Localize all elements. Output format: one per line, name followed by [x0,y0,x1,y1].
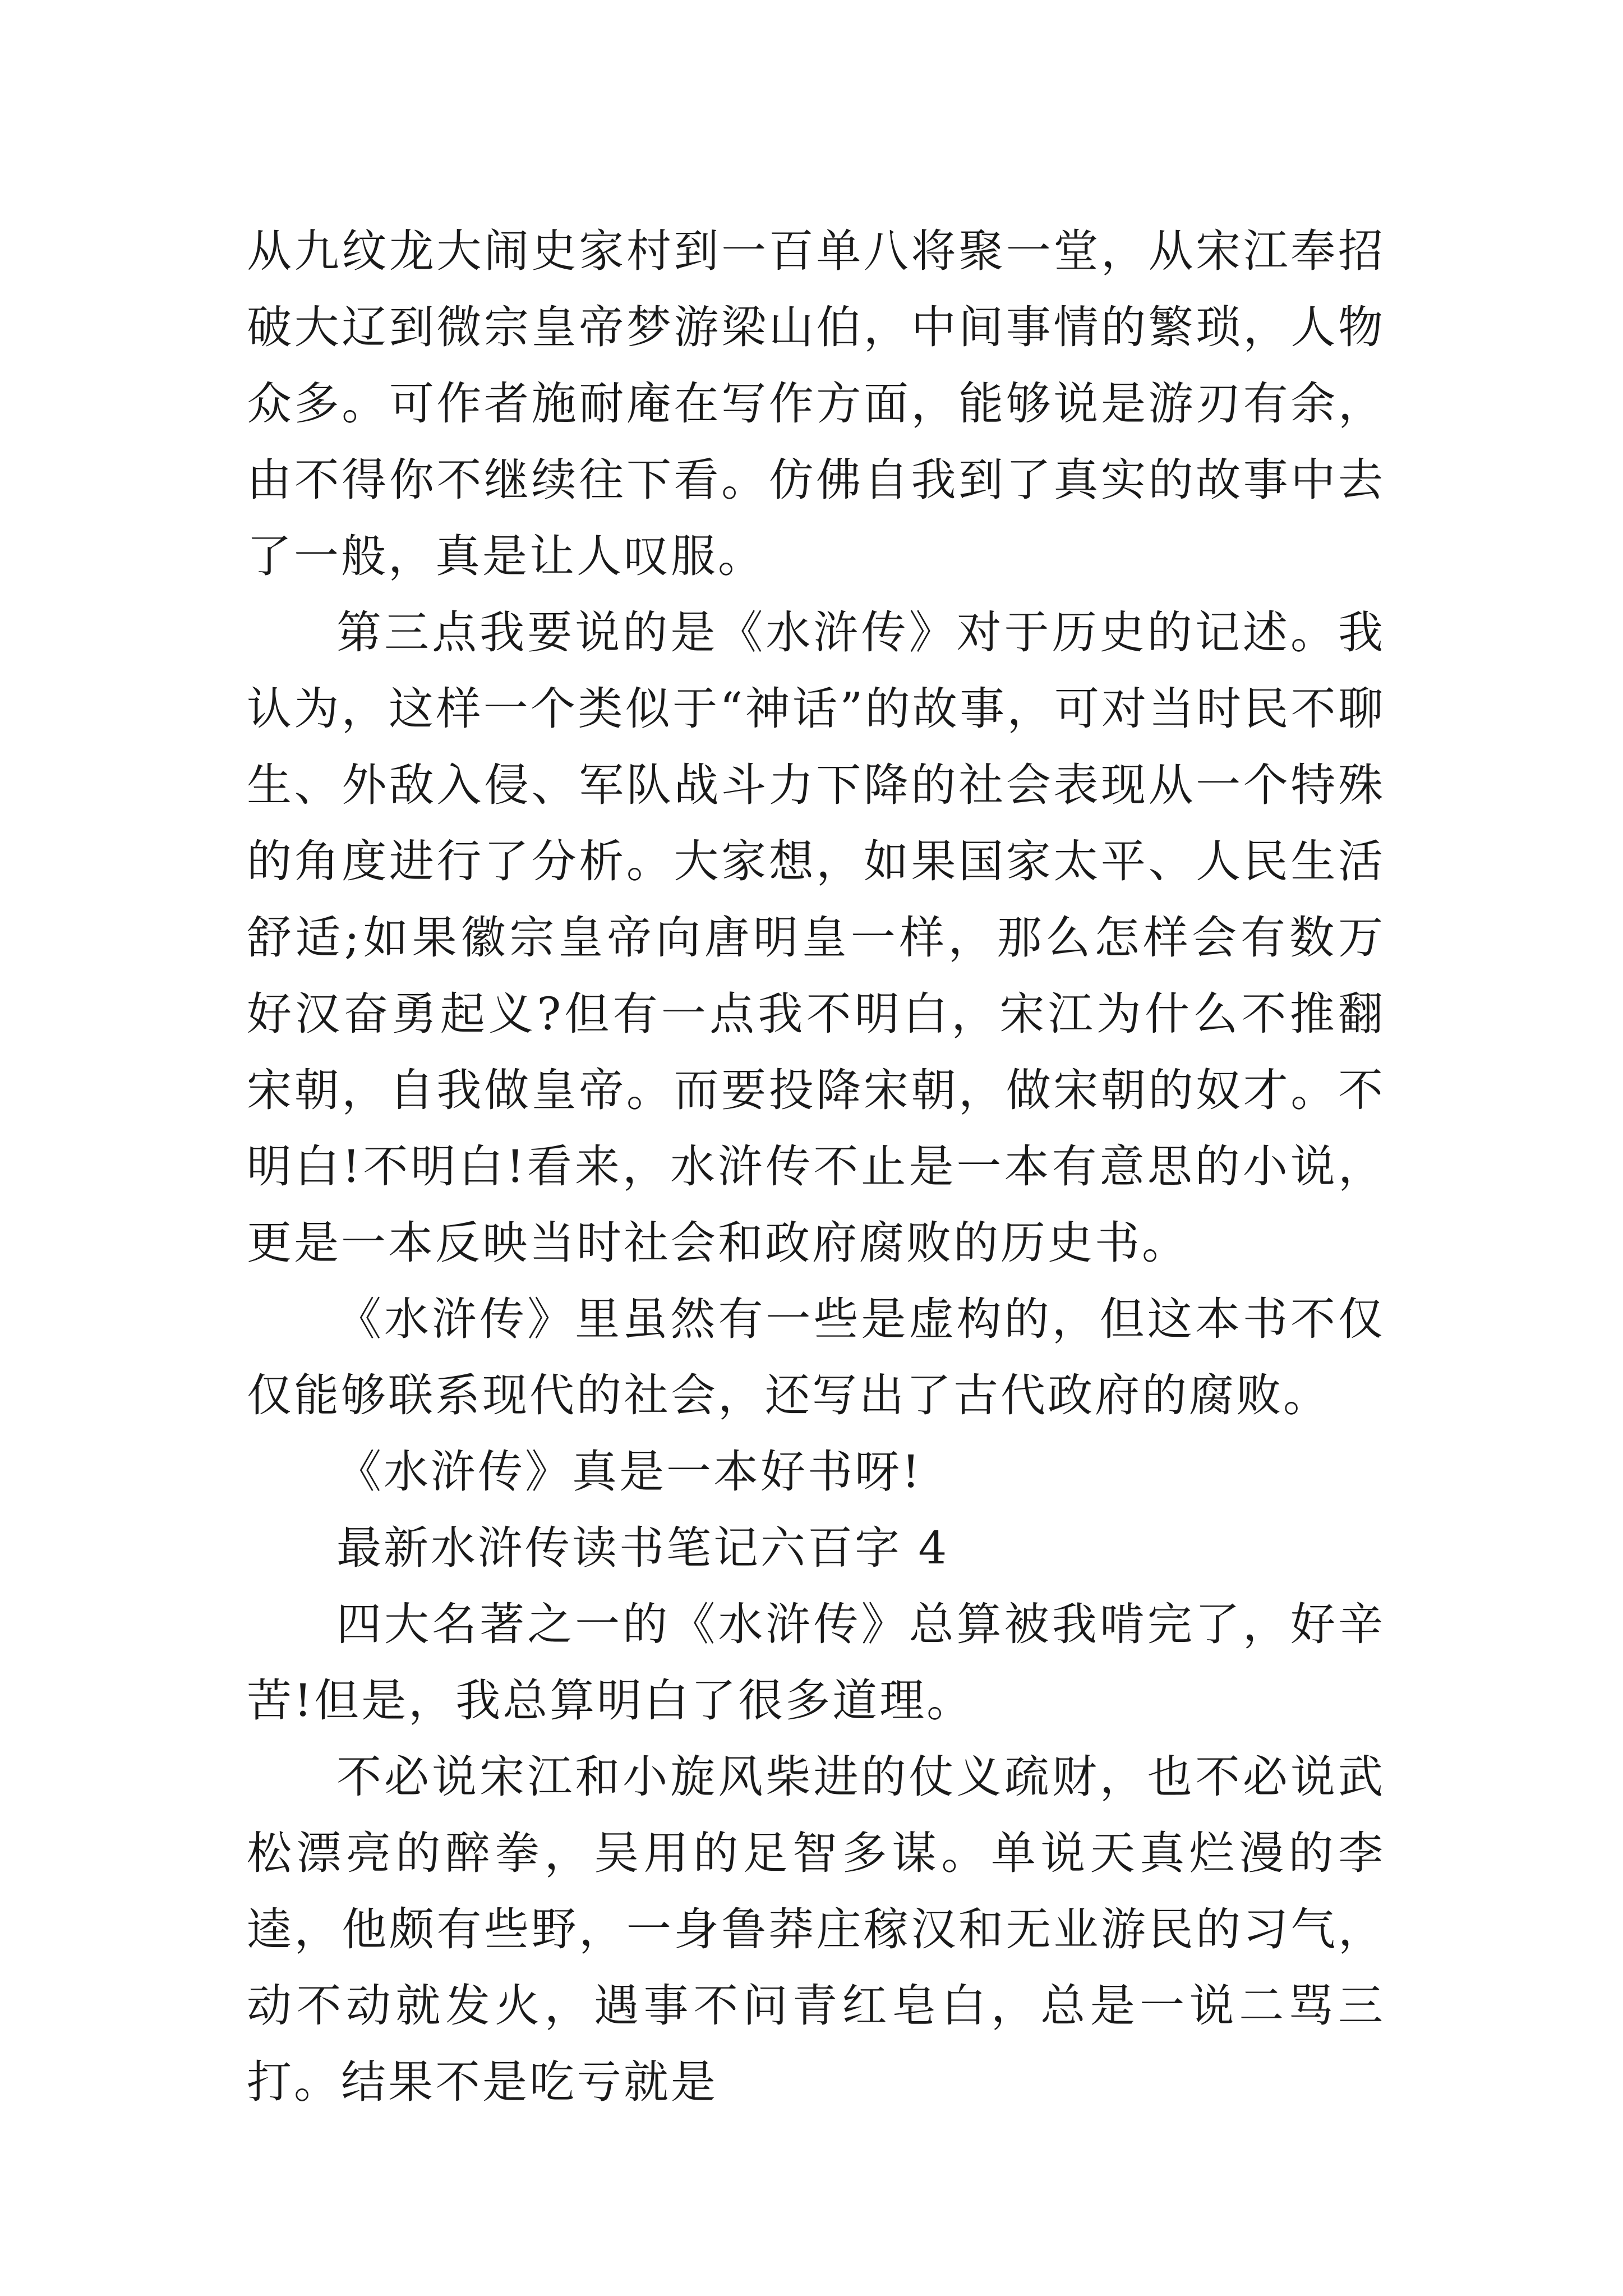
section-heading: 最新水浒传读书笔记六百字 4 [336,1522,949,1574]
paragraph-finished: 四大名著之一的《水浒传》总算被我啃完了，好辛苦!但是，我总算明白了很多道理。 [247,1598,1385,1727]
document-body [247,213,1385,2120]
paragraph-continuation: 从九纹龙大闹史家村到一百单八将聚一堂，从宋江奉招破大辽到微宗皇帝梦游梁山伯，中间事情的繁琐，人物众多。可作者施耐庵在写作方面，能够说是游刃有余，由不得你不继续往下看。仿佛自我到了真实的故事中去了一般，真是让人叹服。 [247,225,1385,582]
paragraph-good-book: 《水浒传》真是一本好书呀! [336,1446,923,1498]
paragraph-fiction: 《水浒传》里虽然有一些是虚构的，但这本书不仅仅能够联系现代的社会，还写出了古代政府的腐败。 [247,1293,1385,1421]
paragraph-li-kui: 不必说宋江和小旋风柴进的仗义疏财，也不必说武松漂亮的醉拳，吴用的足智多谋。单说天真烂漫的李逵，他颇有些野，一身鲁莽庄稼汉和无业游民的习气，动不动就发火，遇事不问青红皂白，总是一说二骂三打。结果不是吃亏就是 [247,1751,1385,2108]
paragraph-history: 第三点我要说的是《水浒传》对于历史的记述。我认为，这样一个类似于“神话”的故事，可对当时民不聊生、外敌入侵、军队战斗力下降的社会表现从一个特殊的角度进行了分析。大家想，如果国家太平、人民生活舒适;如果徽宗皇帝向唐明皇一样，那么怎样会有数万好汉奋勇起义?但有一点我不明白，宋江为什么不推翻宋朝，自我做皇帝。而要投降宋朝，做宋朝的奴才。不明白!不明白!看来，水浒传不止是一本有意思的小说，更是一本反映当时社会和政府腐败的历史书。 [247,606,1385,1269]
